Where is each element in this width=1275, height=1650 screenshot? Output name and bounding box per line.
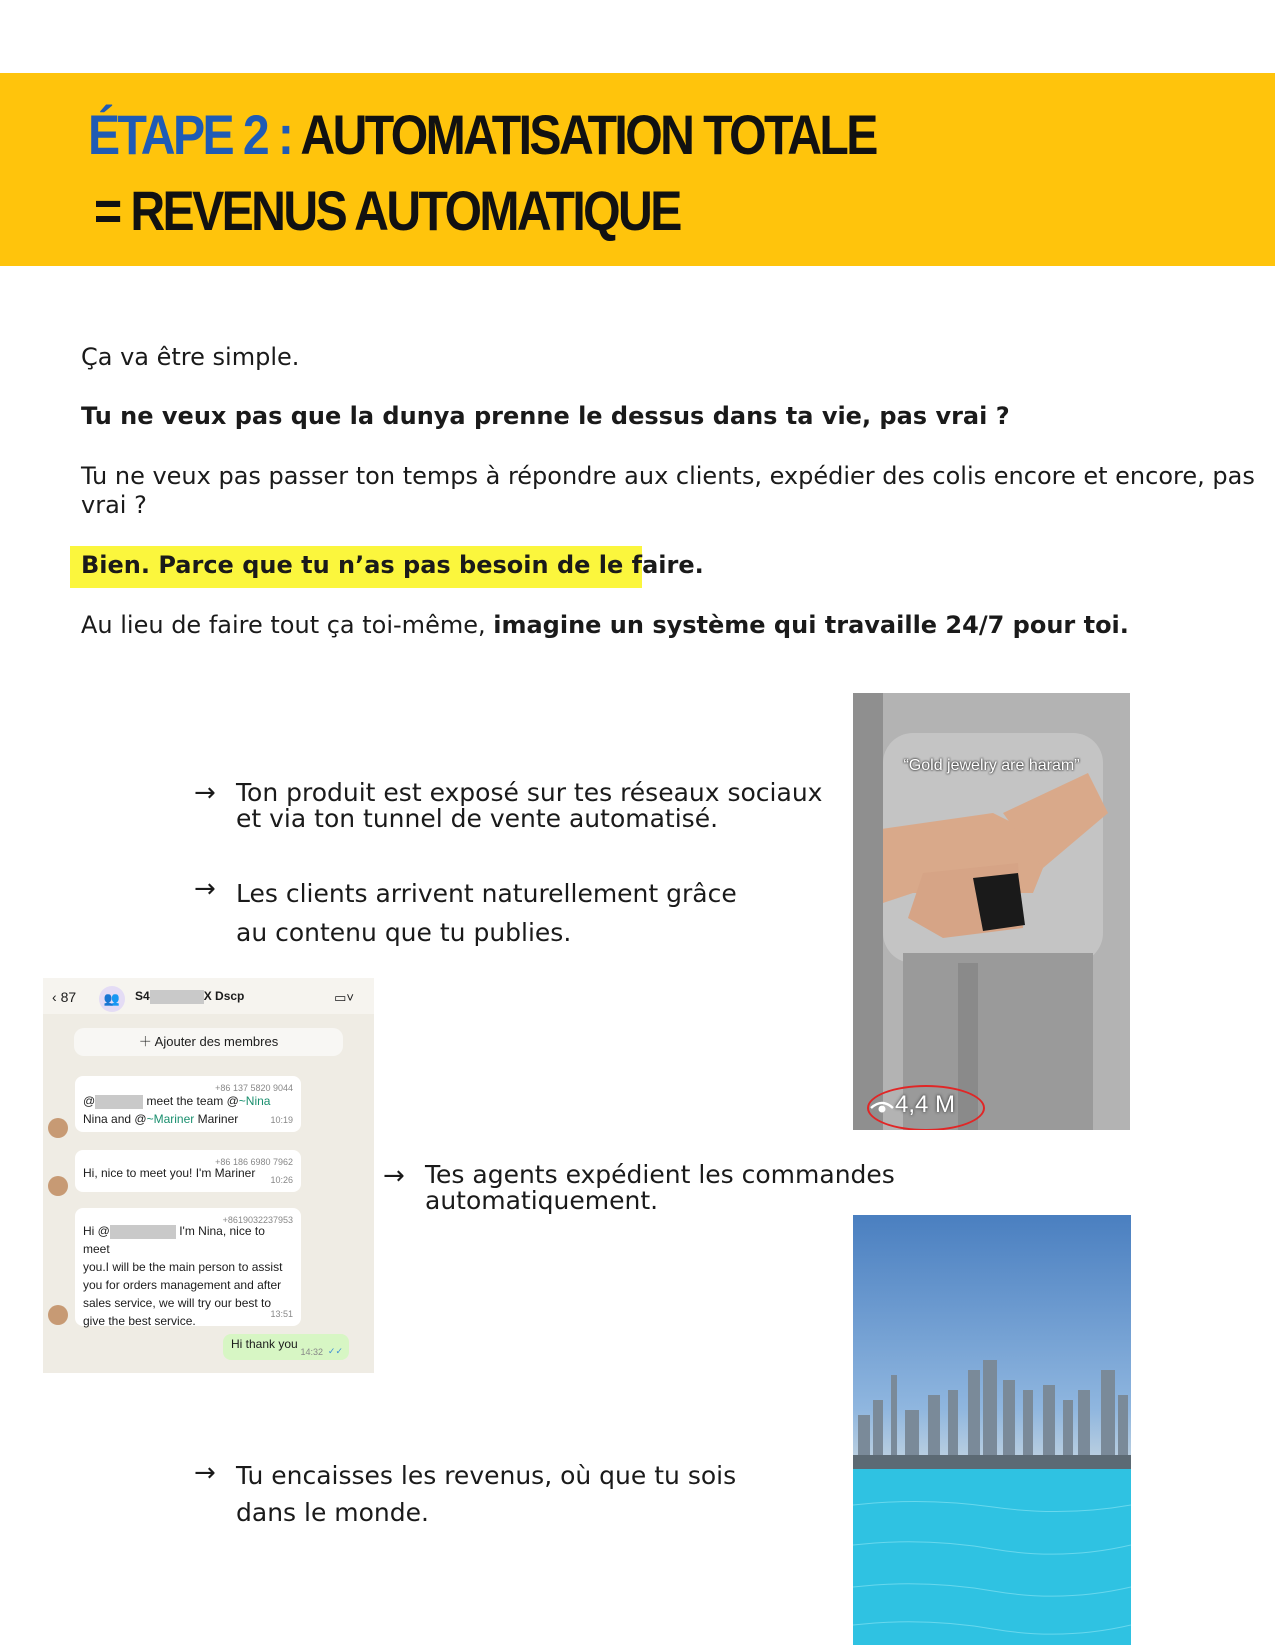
unread-count: 87	[60, 989, 77, 1005]
step-label: ÉTAPE 2 :	[88, 103, 292, 166]
video-caption: “Gold jewelry are haram”	[903, 757, 1080, 774]
intro-paragraph-5-bold: imagine un système qui travaille 24/7 pour toi.	[493, 611, 1129, 639]
sender-number: +86 186 6980 7962	[215, 1157, 293, 1167]
page-title-line-2: = REVENUS AUTOMATIQUE	[94, 179, 680, 242]
step-3	[425, 1162, 895, 1214]
page-title-line-1	[88, 103, 876, 166]
sender-number: +8619032237953	[222, 1215, 293, 1225]
redacted-block	[110, 1225, 176, 1239]
message-3-line-4: sales service, we will try our best to	[83, 1296, 272, 1310]
intro-paragraph-3-line-1: Tu ne veux pas passer ton temps à répondre aux clients, expédier des colis encore et encore, pas	[81, 462, 1255, 490]
message-3-line-3: you for orders management and after	[83, 1278, 282, 1292]
step-1-line-2: et via ton tunnel de vente automatisé.	[236, 804, 719, 833]
group-name-suffix: X Dscp	[203, 989, 245, 1003]
view-count: 4,4 M	[895, 1091, 956, 1118]
skyline-illustration	[853, 1215, 1131, 1645]
step-1-line-1: Ton produit est exposé sur tes réseaux sociaux	[236, 778, 823, 807]
message-1-mention-2: ~Mariner	[146, 1112, 195, 1126]
intro-paragraph-2: Tu ne veux pas que la dunya prenne le dessus dans ta vie, pas vrai ?	[81, 402, 1010, 430]
arrow-right-icon: →	[194, 1458, 216, 1488]
step-2-line-2: au contenu que tu publies.	[236, 918, 572, 947]
message-2-text: Hi, nice to meet you! I'm Mariner	[83, 1166, 256, 1180]
redacted-block	[95, 1095, 143, 1109]
arrow-right-icon: →	[194, 874, 216, 904]
message-1-text-1: meet the team @	[146, 1094, 239, 1108]
back-button[interactable]	[52, 989, 76, 1005]
own-message	[223, 1334, 349, 1360]
group-icon: 👥	[99, 986, 125, 1012]
avatar	[48, 1176, 68, 1196]
step-4	[236, 1457, 736, 1531]
message-3-line-5: give the best service.	[83, 1314, 196, 1328]
message-1-mention-1: ~Nina	[238, 1094, 271, 1108]
arrow-right-icon: →	[383, 1161, 405, 1191]
message-time: 13:51	[270, 1309, 293, 1319]
chat-message-2	[75, 1150, 301, 1192]
sender-number: +86 137 5820 9044	[215, 1083, 293, 1093]
message-3-prefix: Hi @	[83, 1224, 110, 1238]
chat-message-1	[75, 1076, 301, 1132]
message-1-line-2	[83, 1110, 293, 1128]
title-main: AUTOMATISATION TOTALE	[291, 103, 876, 166]
intro-paragraph-5	[81, 611, 1129, 640]
own-message-time: 14:32	[300, 1347, 323, 1357]
avatar	[48, 1118, 68, 1138]
chat-screenshot	[43, 978, 374, 1373]
video-call-icon[interactable]: ▭˅	[334, 990, 354, 1005]
eye-icon	[870, 1099, 894, 1115]
group-name[interactable]	[135, 989, 244, 1004]
intro-paragraph-3-line-2: vrai ?	[81, 491, 147, 519]
add-members-button[interactable]: ＋ Ajouter des membres	[74, 1028, 343, 1056]
add-members-label: Ajouter des membres	[154, 1034, 279, 1049]
product-video-still	[853, 693, 1130, 1130]
group-name-prefix: S4	[135, 989, 150, 1003]
message-3-line-2: you.I will be the main person to assist	[83, 1260, 283, 1274]
step-3-line-2: automatiquement.	[425, 1186, 659, 1215]
redacted-block	[150, 990, 204, 1004]
step-3-line-1: Tes agents expédient les commandes	[425, 1160, 895, 1189]
step-2-line-1: Les clients arrivent naturellement grâce	[236, 879, 737, 908]
message-3-line-1-text: I'm Nina, nice to meet	[83, 1224, 265, 1256]
skyline-pool-photo	[853, 1215, 1131, 1645]
message-time: 10:26	[270, 1175, 293, 1185]
message-time: 10:19	[270, 1115, 293, 1125]
message-1-text-2: Nina and @	[83, 1112, 147, 1126]
message-1-text-3: Mariner	[194, 1112, 239, 1126]
chat-message-3	[75, 1208, 301, 1326]
message-1-line-1: @ meet the team @~Nina	[83, 1094, 271, 1108]
step-4-line-2: dans le monde.	[236, 1498, 429, 1527]
intro-paragraph-1: Ça va être simple.	[81, 343, 300, 371]
step-4-line-1: Tu encaisses les revenus, où que tu sois	[236, 1461, 737, 1490]
chevron-left-icon: ‹	[52, 989, 57, 1005]
step-1	[236, 780, 822, 832]
intro-highlight: Bien. Parce que tu n’as pas besoin de le faire.	[81, 551, 704, 579]
step-2	[236, 874, 737, 952]
avatar	[48, 1305, 68, 1325]
arrow-right-icon: →	[194, 778, 216, 808]
intro-paragraph-5-regular: Au lieu de faire tout ça toi-même,	[81, 611, 494, 639]
read-ticks-icon: ✓✓	[327, 1346, 343, 1356]
own-message-text: Hi thank you	[231, 1337, 298, 1351]
